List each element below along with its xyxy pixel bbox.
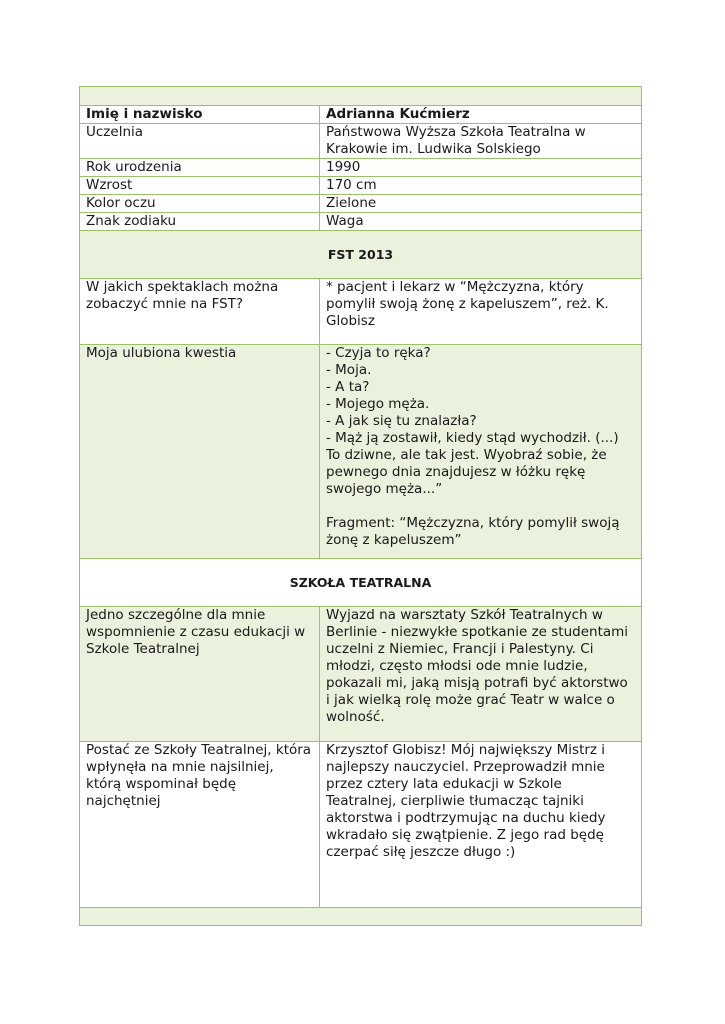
- quote-source: Fragment: “Mężczyzna, który pomylił swoją żonę z kapeluszem”: [326, 515, 620, 548]
- quote-line: - Czyja to ręka?: [326, 345, 431, 361]
- row-eye-color: [80, 195, 642, 213]
- row-birth-year: [80, 159, 642, 177]
- bottom-empty-row: [80, 908, 642, 926]
- row-memory: [80, 607, 642, 742]
- quote-line: - Mojego męża.: [326, 396, 430, 412]
- quote-value: [320, 345, 642, 559]
- eye-color-value: Zielone: [320, 195, 642, 213]
- name-value: Adrianna Kućmierz: [320, 106, 642, 124]
- birth-year-value: 1990: [320, 159, 642, 177]
- quote-label: Moja ulubiona kwestia: [80, 345, 320, 559]
- birth-year-label: Rok urodzenia: [80, 159, 320, 177]
- quote-line: - Mąż ją zostawił, kiedy stąd wychodził. (...) To dziwne, ale tak jest. Wyobraź sobie, że pewnego dnia znajdujesz w łóżku rękę swojego męża...”: [326, 430, 619, 497]
- height-value: 170 cm: [320, 177, 642, 195]
- row-shows: [80, 279, 642, 345]
- section-fst: [80, 231, 642, 279]
- mentor-value: Krzysztof Globisz! Mój największy Mistrz i najlepszy nauczyciel. Przeprowadził mnie przez cztery lata edukacji w Szkole Teatralnej, cierpliwie tłumacząc tajniki aktorstwa i podtrzymując na duchu kiedy wkradało się zwątpienie. Z jego rad będę czerpać siłę jeszcze długo :): [320, 742, 642, 908]
- section-heading-fst: FST 2013: [80, 231, 642, 279]
- memory-value: Wyjazd na warsztaty Szkół Teatralnych w Berlinie - niezwykłe spotkanie ze studentami uczelni z Niemiec, Francji i Palestyny. Ci młodzi, często młodsi ode mnie ludzie, pokazali mi, jaką misją potrafi być aktorstwo i jak wielką rolę może grać Teatr w walce o wolność.: [320, 607, 642, 742]
- height-label: Wzrost: [80, 177, 320, 195]
- empty-cell: [80, 87, 642, 106]
- row-height: [80, 177, 642, 195]
- zodiac-label: Znak zodiaku: [80, 213, 320, 231]
- spacer: [326, 498, 635, 515]
- profile-table: [79, 86, 642, 926]
- memory-label: Jedno szczególne dla mnie wspomnienie z czasu edukacji w Szkole Teatralnej: [80, 607, 320, 742]
- row-favorite-quote: [80, 345, 642, 559]
- empty-cell: [80, 908, 642, 926]
- row-zodiac: [80, 213, 642, 231]
- school-value: Państwowa Wyższa Szkoła Teatralna w Krakowie im. Ludwika Solskiego: [320, 124, 642, 159]
- shows-value: * pacjent i lekarz w “Mężczyzna, który pomylił swoją żonę z kapeluszem”, reż. K. Globisz: [320, 279, 642, 345]
- quote-line: - A jak się tu znalazła?: [326, 413, 477, 429]
- row-mentor: [80, 742, 642, 908]
- row-name: [80, 106, 642, 124]
- eye-color-label: Kolor oczu: [80, 195, 320, 213]
- section-heading-school: SZKOŁA TEATRALNA: [80, 559, 642, 607]
- quote-line: - Moja.: [326, 362, 372, 378]
- section-school: [80, 559, 642, 607]
- quote-line: - A ta?: [326, 379, 370, 395]
- row-school: [80, 124, 642, 159]
- shows-label: W jakich spektaklach można zobaczyć mnie na FST?: [80, 279, 320, 345]
- name-label: Imię i nazwisko: [80, 106, 320, 124]
- school-label: Uczelnia: [80, 124, 320, 159]
- zodiac-value: Waga: [320, 213, 642, 231]
- top-empty-row: [80, 87, 642, 106]
- mentor-label: Postać ze Szkoły Teatralnej, która wpłynęła na mnie najsilniej, którą wspominał będę najchętniej: [80, 742, 320, 908]
